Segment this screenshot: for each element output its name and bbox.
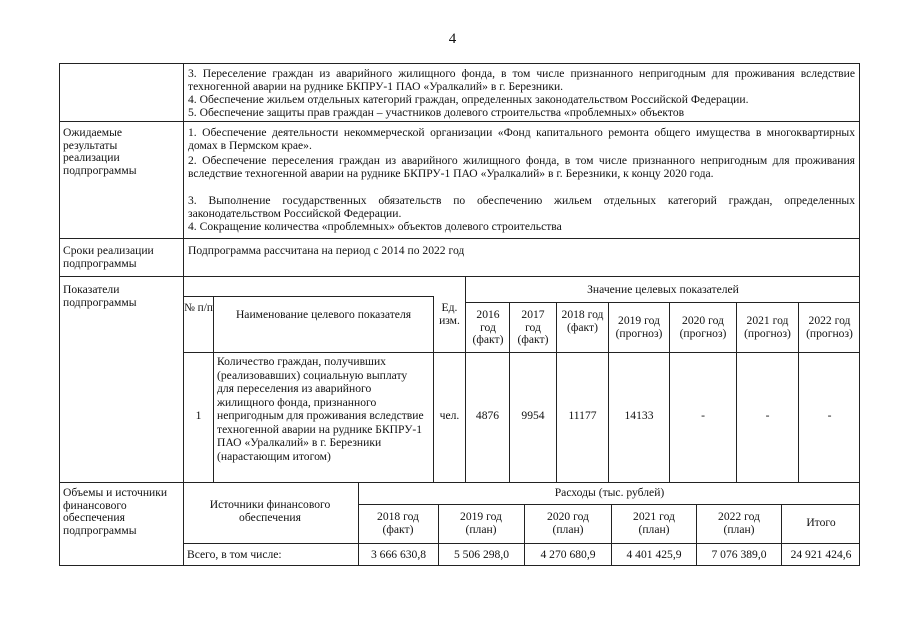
indicator-value-2021: -	[765, 409, 770, 422]
result-item-4: 4. Сокращение количества «проблемных» объектов долевого строительства	[188, 220, 562, 233]
indicators-unit-header: Ед. изм.	[439, 301, 460, 327]
finance-label: Объемы и источники финансового обеспечения подпрограммы	[63, 486, 168, 537]
indicator-value-2022: -	[827, 409, 832, 422]
indicator-value-2019: 14133	[624, 409, 654, 422]
finance-value-2020: 4 270 680,9	[540, 548, 596, 561]
indicators-name-header: Наименование целевого показателя	[235, 308, 412, 321]
row-divider	[59, 482, 860, 483]
page-number: 4	[448, 31, 457, 47]
row-divider	[59, 238, 860, 239]
indicators-values-title: Значение целевых показателей	[587, 283, 739, 296]
indicator-row-unit: чел.	[439, 409, 460, 422]
indicator-value-2018: 11177	[568, 409, 597, 422]
indicators-header-line	[465, 302, 860, 303]
finance-sources-header: Источники финансового обеспечения	[209, 498, 331, 524]
result-item-2: 2. Обеспечение переселения граждан из аварийного жилищного фонда, в том числе признанного непригодным для проживания вследствие техногенной аварии на руднике БКПРУ-1 ПАО «Уралкалий» в г. Березники, к концу 2020 года.	[188, 154, 855, 180]
indicators-year-2021: 2021 год (прогноз)	[744, 314, 791, 340]
finance-value-2018: 3 666 630,8	[370, 548, 427, 561]
indicators-year-2022: 2022 год (прогноз)	[806, 314, 853, 340]
indicator-value-2020: -	[701, 409, 705, 422]
finance-row-label: Всего, в том числе:	[187, 548, 282, 561]
finance-header-line	[183, 543, 860, 544]
indicator-value-2017: 9954	[521, 409, 545, 422]
indicators-col-line	[556, 302, 557, 482]
indicators-label: Показатели подпрограммы	[63, 283, 137, 309]
finance-year-2020: 2020 год (план)	[547, 510, 589, 536]
terms-label: Сроки реализации подпрограммы	[63, 244, 154, 270]
finance-year-2021: 2021 год (план)	[633, 510, 675, 536]
finance-year-2019: 2019 год (план)	[460, 510, 502, 536]
indicators-header-line	[183, 352, 860, 353]
indicators-year-2017: 2017 год (факт)	[517, 308, 549, 347]
finance-value-total: 24 921 424,6	[790, 548, 852, 561]
indicators-year-2016: 2016 год (факт)	[472, 308, 504, 347]
terms-text: Подпрограмма рассчитана на период с 2014 по 2022 год	[188, 244, 465, 257]
goal-item-5: 5. Обеспечение защиты прав граждан – участников долевого строительства «проблемных» объектов	[188, 106, 685, 119]
finance-value-2021: 4 401 425,9	[626, 548, 682, 561]
row-divider	[59, 121, 860, 122]
finance-header-line	[358, 504, 860, 505]
finance-total-header: Итого	[806, 516, 836, 529]
finance-value-2019: 5 506 298,0	[453, 548, 510, 561]
finance-expenses-title: Расходы (тыс. рублей)	[554, 486, 665, 499]
indicators-year-2019: 2019 год (прогноз)	[615, 314, 663, 340]
indicator-row-name: Количество граждан, получивших (реализовавших) социальную выплату для переселения из аварийного жилищного фонда, признанного непригодным для проживания вследствие техногенной аварии на руднике БКПРУ-1 ПАО «Уралкалий» в г. Березники (нарастающим итогом)	[217, 355, 424, 463]
indicators-col-line	[509, 302, 510, 482]
results-label: Ожидаемые результаты реализации подпрограммы	[63, 126, 137, 177]
goal-item-4: 4. Обеспечение жильем отдельных категорий граждан, определенных законодательством Российской Федерации.	[188, 93, 749, 106]
row-divider	[59, 276, 860, 277]
indicators-num-header: № п/п	[184, 302, 213, 314]
finance-year-2018: 2018 год (факт)	[377, 510, 419, 536]
indicators-header-line	[183, 296, 433, 297]
indicator-row-num: 1	[195, 409, 202, 422]
indicators-year-2018: 2018 год (факт)	[561, 308, 604, 334]
result-item-1: 1. Обеспечение деятельности некоммерческой организации «Фонд капитального ремонта общего имущества в многоквартирных домах в Пермском крае».	[188, 126, 855, 152]
finance-value-2022: 7 076 389,0	[711, 548, 767, 561]
indicators-col-line	[465, 276, 466, 482]
indicators-col-line	[213, 296, 214, 482]
finance-year-2022: 2022 год (план)	[718, 510, 760, 536]
indicators-year-2020: 2020 год (прогноз)	[679, 314, 727, 340]
indicator-value-2016: 4876	[475, 409, 500, 422]
result-item-3: 3. Выполнение государственных обязательств по обеспечению жильем отдельных категорий граждан, определенных законодательством Российской Федерации.	[188, 194, 855, 220]
goal-item-3: 3. Переселение граждан из аварийного жилищного фонда, в том числе признанного непригодным для проживания вследствие техногенной аварии на руднике БКПРУ-1 ПАО «Уралкалий» в г. Березники.	[188, 67, 855, 93]
